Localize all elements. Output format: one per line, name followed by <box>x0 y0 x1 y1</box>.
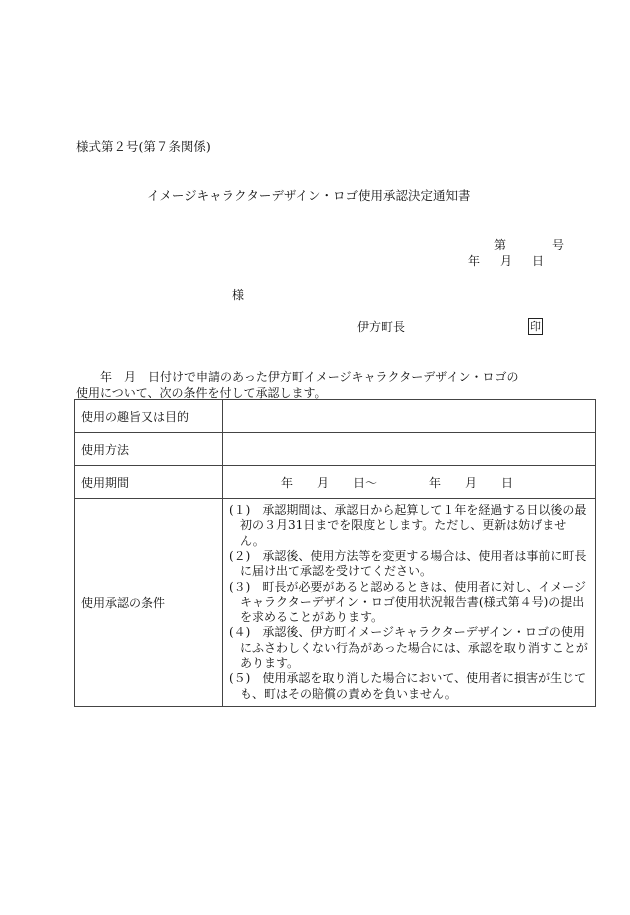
intro-text <box>76 369 616 401</box>
ref-go: 号 <box>552 238 565 252</box>
ref-dai: 第 <box>494 238 507 252</box>
date-year: 年 <box>468 254 481 268</box>
period-from: 年 月 日～ <box>281 475 378 490</box>
conditions-list <box>229 503 589 702</box>
reference-number <box>494 236 564 253</box>
table-row <box>75 466 596 499</box>
table-row <box>75 499 596 707</box>
seal-stamp: 印 <box>530 320 541 333</box>
addressee: 様 <box>232 288 245 302</box>
purpose-value <box>223 400 596 433</box>
conditions-label: 使用承認の条件 <box>75 499 223 707</box>
document-title: イメージキャラクターデザイン・ロゴ使用承認決定通知書 <box>147 188 471 203</box>
intro-line-2: 使用について、次の条件を付して承認します。 <box>76 386 327 400</box>
conditions-value <box>223 499 596 707</box>
method-label: 使用方法 <box>75 433 223 466</box>
period-to: 年 月 日 <box>429 475 514 490</box>
table-row <box>75 433 596 466</box>
issue-date <box>468 252 544 269</box>
form-number: 様式第２号(第７条関係) <box>76 139 211 154</box>
condition-item: (４) 承認後、伊方町イメージキャラクターデザイン・ロゴの使用にふさわしくない行為があった場合には、承認を取り消すことがあります。 <box>229 625 588 671</box>
date-month: 月 <box>500 254 513 268</box>
table-row <box>75 400 596 433</box>
condition-item: (５) 使用承認を取り消した場合において、使用者に損害が生じても、町はその賠償の責めを負いません。 <box>229 671 587 701</box>
approval-table <box>74 399 596 707</box>
condition-item: (１) 承認期間は、承認日から起算して１年を経過する日以後の最初の３月31日までを限度とします。ただし、更新は妨げません。 <box>229 503 587 548</box>
condition-item: (２) 承認後、使用方法等を変更する場合は、使用者は事前に町長に届け出て承認を受けてください。 <box>229 548 587 579</box>
intro-line-1: 年 月 日付けで申請のあった伊方町イメージキャラクターデザイン・ロゴの <box>100 370 519 384</box>
method-value <box>223 433 596 466</box>
purpose-label: 使用の趣旨又は目的 <box>75 400 223 433</box>
issuer-name: 伊方町長 <box>357 320 406 334</box>
period-value <box>223 466 596 499</box>
period-label: 使用期間 <box>75 466 223 499</box>
date-day: 日 <box>532 254 545 268</box>
condition-item: (３) 町長が必要があると認めるときは、使用者に対し、イメージキャラクターデザイン・ロゴ使用状況報告書(様式第４号)の提出を求めることがあります。 <box>229 579 587 625</box>
